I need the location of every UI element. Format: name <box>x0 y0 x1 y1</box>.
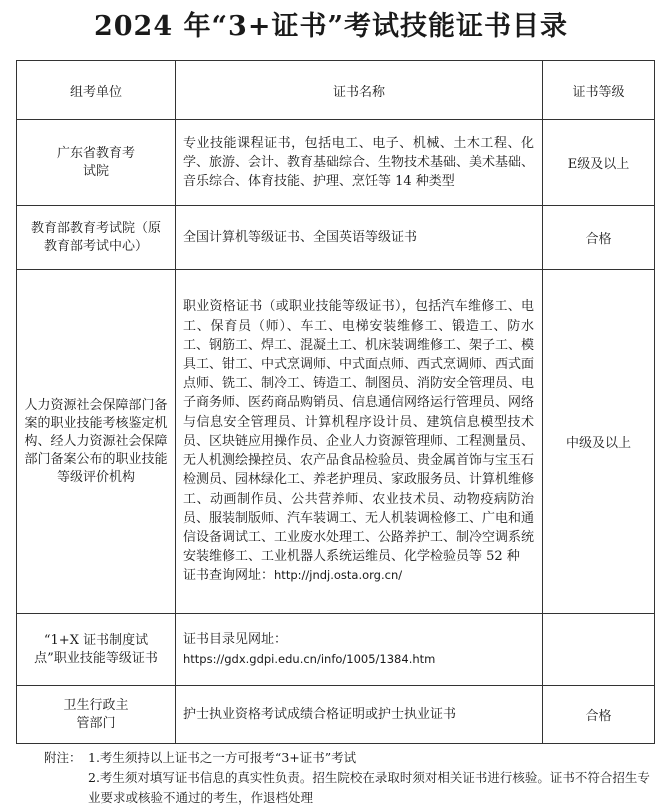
table-row <box>17 270 655 614</box>
row-cert-name: 全国计算机等级证书、全国英语等级证书 <box>176 206 543 270</box>
table-row <box>17 120 655 206</box>
notes-section <box>44 748 650 808</box>
row-cert-level: 合格 <box>543 686 655 744</box>
row-cert-name-text: 职业资格证书（或职业技能等级证书），包括汽车维修工、电工、保育员（师）、车工、电梯安装维修工、锻造工、防水工、钢筋工、焊工、混凝土工、机床装调维修工、架子工、模具工、钳工、中式烹调师、中式面点师、西式烹调师、西式面点师、铣工、制冷工、铸造工、制图员、消防安全管理员、电子商务师、医药商品购销员、信息通信网络运行管理员、网络与信息安全管理员、计算机程序设计员、建筑信息模型技术员、区块链应用操作员、企业人力资源管理师、工程测量员、无人机测绘操控员、农产品食品检验员、贵金属首饰与宝玉石检测员、园林绿化工、养老护理员、家政服务员、计算机维修工、动画制作员、公共营养师、农业技术员、动物疫病防治员、服装制版师、汽车装调工、无人机装调检修工、广电和通信设备调试工、工业废水处理工、公路养护工、制冷空调系统安装维修工、工业机器人系统运维员、化学检验员等 52 种 <box>183 299 535 565</box>
row-unit <box>17 614 176 686</box>
certificate-table <box>16 60 655 744</box>
row-cert-name <box>176 270 543 614</box>
row-unit <box>17 120 176 206</box>
header-cert-level: 证书等级 <box>543 61 655 120</box>
row-cert-name: 护士执业资格考试成绩合格证明或护士执业证书 <box>176 686 543 744</box>
notes-prefix: 附注： <box>44 750 82 765</box>
row-cert-level: E级及以上 <box>543 120 655 206</box>
row-unit <box>17 686 176 744</box>
query-url-line <box>183 566 534 585</box>
table-row <box>17 614 655 686</box>
row-unit-text: 广东省教育考试院 <box>56 145 135 179</box>
note-text: 2.考生须对填写证书信息的真实性负责。招生院校在录取时须对相关证书进行核验。证书不符合招生专业要求或核验不通过的考生，作退档处理 <box>88 770 650 805</box>
row-cert-level <box>543 614 655 686</box>
row-unit-text: 教育部教育考试院（原教育部考试中心） <box>30 220 161 254</box>
note-item <box>44 748 650 768</box>
header-unit: 组考单位 <box>17 61 176 120</box>
header-cert-name: 证书名称 <box>176 61 543 120</box>
row-cert-name: 专业技能课程证书，包括电工、电子、机械、土木工程、化学、旅游、会计、教育基础综合、生物技术基础、美术基础、音乐综合、体育技能、护理、烹饪等 14 种类型 <box>176 120 543 206</box>
row-unit-text: 人力资源社会保障部门备案的职业技能考核鉴定机构、经人力资源社会保障部门备案公布的职业技能等级评价机构 <box>24 397 168 485</box>
catalog-url-label: 证书目录见网址： <box>183 632 288 648</box>
row-cert-level: 中级及以上 <box>543 270 655 614</box>
table-row <box>17 206 655 270</box>
row-unit <box>17 206 176 270</box>
catalog-url-link[interactable]: https://gdx.gdpi.edu.cn/info/1005/1384.htm <box>183 651 436 666</box>
row-unit <box>17 270 176 614</box>
note-item <box>44 768 650 808</box>
page-title: 2024 年“3+证书”考试技能证书目录 <box>93 11 569 42</box>
table-row <box>17 686 655 744</box>
row-cert-name <box>176 614 543 686</box>
row-unit-text: 卫生行政主管部门 <box>63 697 129 731</box>
query-url-label: 证书查询网址： <box>183 568 275 584</box>
row-unit-text: “1+X 证书制度试点”职业技能等级证书 <box>34 632 158 666</box>
query-url-link[interactable]: http://jndj.osta.org.cn/ <box>274 568 403 583</box>
note-text: 1.考生须持以上证书之一方可报考“3+证书”考试 <box>88 750 357 765</box>
row-cert-level: 合格 <box>543 206 655 270</box>
table-header-row <box>17 61 655 120</box>
